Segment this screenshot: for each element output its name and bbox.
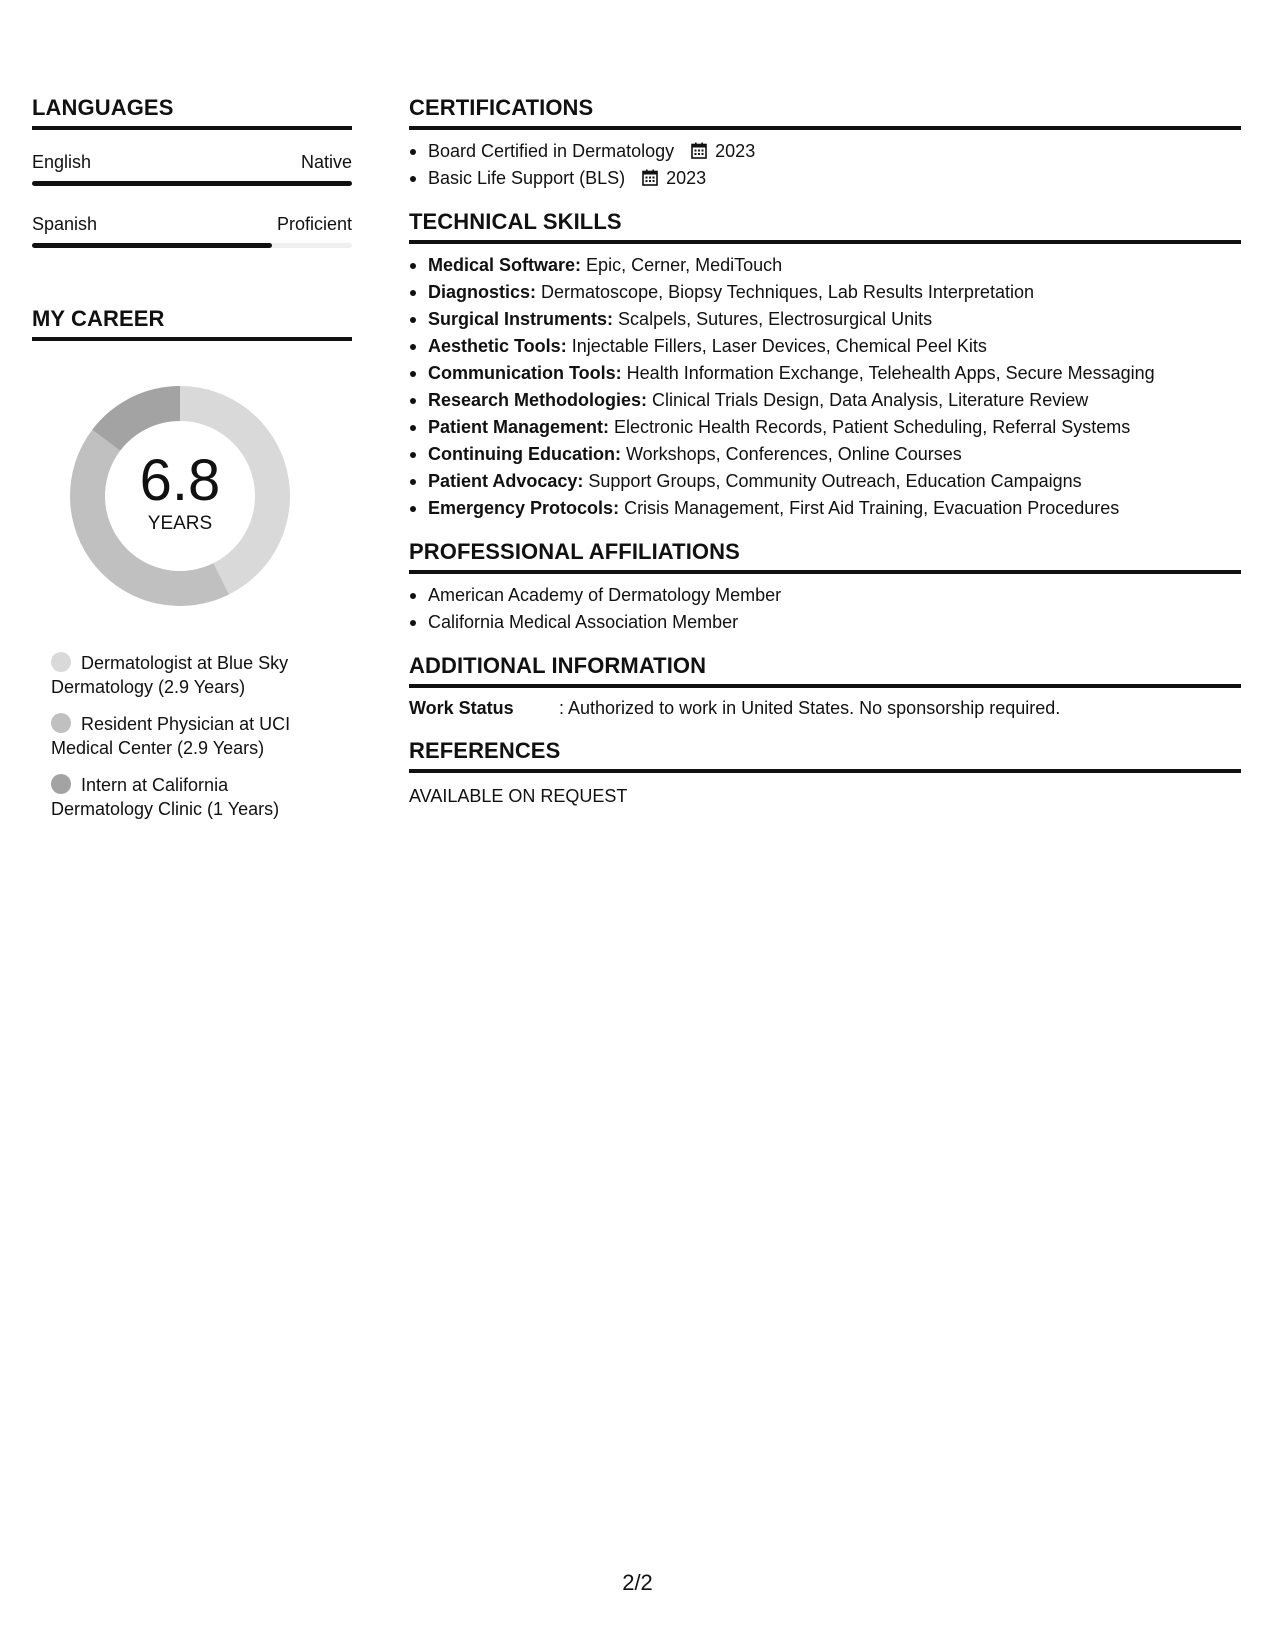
skill-label: Continuing Education: [428, 444, 621, 464]
career-legend-item [51, 712, 311, 760]
career-total-unit: YEARS [147, 513, 213, 534]
language-proficiency-fill [32, 243, 272, 248]
skill-item [409, 279, 1241, 306]
career-legend-item [51, 651, 311, 699]
career-legend-item [51, 773, 311, 821]
language-proficiency-fill [32, 181, 352, 186]
skill-label: Research Methodologies: [428, 390, 648, 410]
skill-item [409, 252, 1241, 279]
legend-dot-icon [51, 713, 71, 733]
legend-dot-icon [51, 774, 71, 794]
affiliations-heading: PROFESSIONAL AFFILIATIONS [409, 539, 1241, 574]
language-name: Spanish [32, 214, 98, 234]
career-section [32, 306, 352, 821]
certifications-section [409, 95, 1241, 192]
left-column [32, 95, 352, 834]
skill-label: Patient Advocacy: [428, 471, 584, 491]
skill-label: Aesthetic Tools: [428, 336, 567, 356]
skill-text: Dermatoscope, Biopsy Techniques, Lab Results Interpretation [536, 282, 1034, 302]
skill-text: Support Groups, Community Outreach, Education Campaigns [583, 471, 1082, 491]
language-item-english [32, 150, 352, 186]
certifications-heading: CERTIFICATIONS [409, 95, 1241, 130]
career-heading: MY CAREER [32, 306, 352, 341]
work-status-value: : Authorized to work in United States. No sponsorship required. [559, 698, 1061, 718]
certification-name: Board Certified in Dermatology [428, 141, 675, 161]
skill-text: Injectable Fillers, Laser Devices, Chemical Peel Kits [566, 336, 987, 356]
languages-heading: LANGUAGES [32, 95, 352, 130]
skill-text: Clinical Trials Design, Data Analysis, Literature Review [647, 390, 1089, 410]
languages-section [32, 95, 352, 248]
additional-info-heading: ADDITIONAL INFORMATION [409, 653, 1241, 688]
calendar-icon [642, 169, 658, 186]
language-level: Proficient [276, 214, 352, 234]
career-donut-chart [65, 381, 295, 611]
technical-skills-heading: TECHNICAL SKILLS [409, 209, 1241, 244]
affiliation-item: California Medical Association Member [409, 609, 1241, 636]
language-level: Native [300, 152, 352, 172]
skill-text: Epic, Cerner, MediTouch [581, 255, 783, 275]
career-legend-label: Dermatologist at Blue Sky Dermatology (2.9 Years) [51, 653, 289, 697]
right-column [409, 95, 1241, 826]
affiliation-item: American Academy of Dermatology Member [409, 582, 1241, 609]
skill-label: Emergency Protocols: [428, 498, 620, 518]
certification-name: Basic Life Support (BLS) [428, 168, 626, 188]
skill-item [409, 387, 1241, 414]
language-item-spanish [32, 212, 352, 248]
calendar-icon [691, 142, 707, 159]
skill-text: Electronic Health Records, Patient Scheduling, Referral Systems [609, 417, 1131, 437]
language-proficiency-bar [32, 181, 352, 186]
legend-dot-icon [51, 652, 71, 672]
additional-info-section [409, 653, 1241, 721]
skill-item [409, 495, 1241, 522]
career-legend [51, 651, 352, 821]
certification-year: 2023 [715, 141, 756, 161]
page-number: 2/2 [622, 1570, 653, 1595]
references-heading: REFERENCES [409, 738, 1241, 773]
work-status-label: Work Status [409, 698, 514, 718]
skill-item [409, 468, 1241, 495]
skill-label: Medical Software: [428, 255, 582, 275]
skill-item [409, 333, 1241, 360]
references-text: AVAILABLE ON REQUEST [409, 786, 628, 806]
technical-skills-section [409, 209, 1241, 522]
skill-item [409, 414, 1241, 441]
affiliations-section [409, 539, 1241, 636]
certification-item [409, 138, 1241, 165]
certification-year: 2023 [666, 168, 707, 188]
skill-label: Communication Tools: [428, 363, 622, 383]
skill-text: Crisis Management, First Aid Training, Evacuation Procedures [619, 498, 1120, 518]
skill-label: Diagnostics: [428, 282, 537, 302]
skill-item [409, 306, 1241, 333]
skill-text: Health Information Exchange, Telehealth Apps, Secure Messaging [621, 363, 1155, 383]
skill-label: Patient Management: [428, 417, 610, 437]
skill-label: Surgical Instruments: [428, 309, 614, 329]
work-status-row [409, 695, 1241, 721]
career-legend-label: Resident Physician at UCI Medical Center (2.9 Years) [51, 714, 291, 758]
skill-item [409, 441, 1241, 468]
language-name: English [32, 152, 92, 172]
career-legend-label: Intern at California Dermatology Clinic (1 Years) [51, 775, 280, 819]
certification-item [409, 165, 1241, 192]
references-section [409, 738, 1241, 809]
language-proficiency-bar [32, 243, 352, 248]
skill-item [409, 360, 1241, 387]
skill-text: Scalpels, Sutures, Electrosurgical Units [613, 309, 933, 329]
career-total-years: 6.8 [139, 448, 221, 513]
skill-text: Workshops, Conferences, Online Courses [620, 444, 962, 464]
